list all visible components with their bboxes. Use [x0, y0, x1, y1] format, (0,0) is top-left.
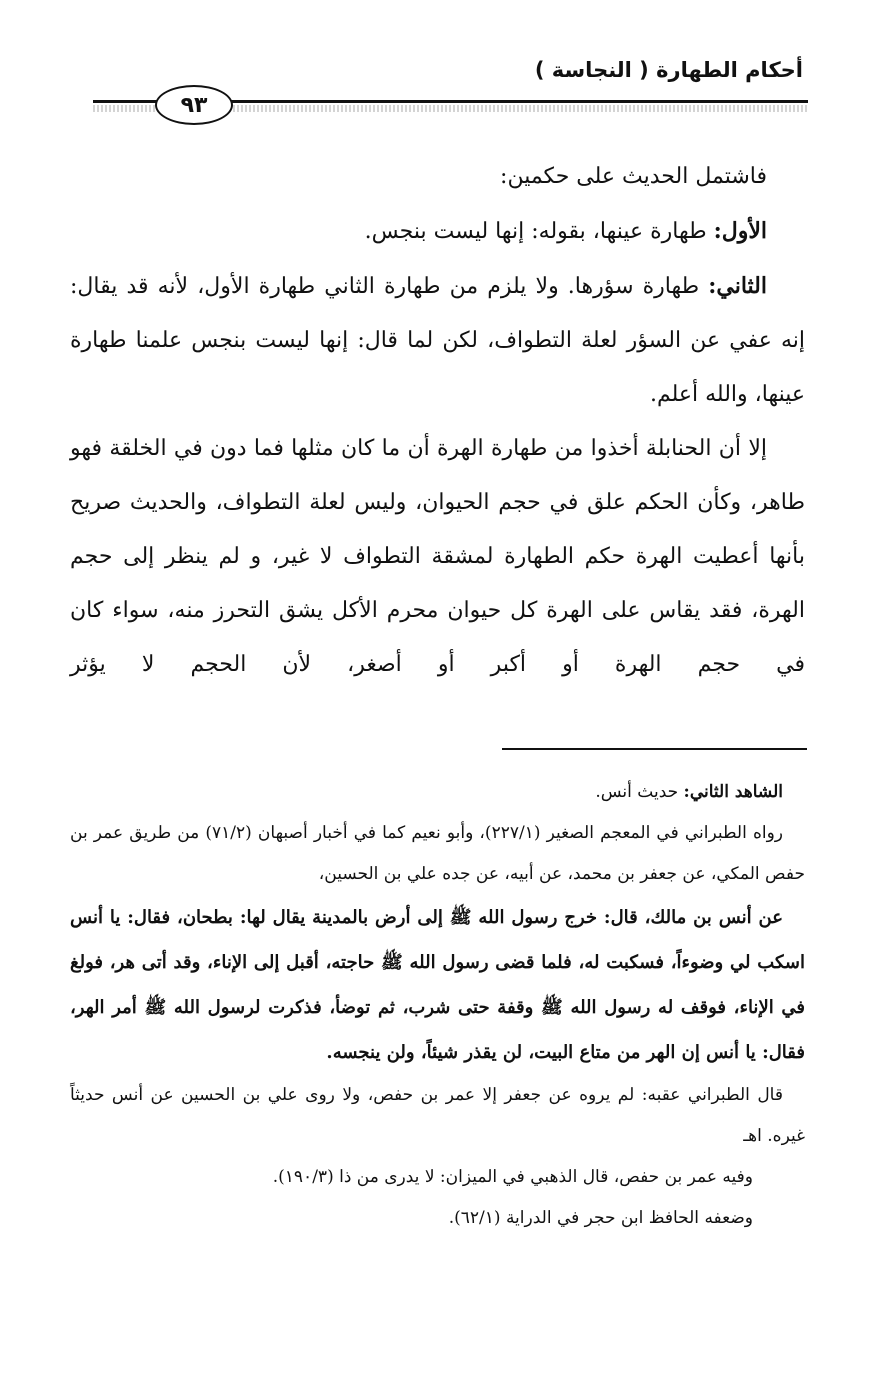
second-ruling-label: الثاني: [708, 273, 767, 299]
second-ruling-text: طهارة سؤرها. ولا يلزم من طهارة الثاني طهارة الأول، لأنه قد يقال: إنه عفي عن السؤر لعلة التطواف، لكن لما قال: إنها ليست بنجس علمنا طهارة عينها، والله أعلم. [70, 274, 805, 407]
footnote-hadith-text: عن أنس بن مالك، قال: خرج رسول الله ﷺ إلى أرض بالمدينة يقال لها: بطحان، فقال: يا أنس اسكب لي وضوءاً، فسكبت له، فلما قضى رسول الله ﷺ حاجته، أقبل إلى الإناء، وقد أتى هر، فولغ في الإناء، فوقف له رسول الله ﷺ وقفة حتى شرب، ثم توضأ، فذكرت لرسول الله ﷺ أمر الهر، فقال: يا أنس إن الهر من متاع البيت، لن يقذر شيئاً، ولن ينجسه. [70, 907, 805, 1063]
first-ruling-label: الأول: [713, 218, 767, 244]
footnote-tabarani-comment: قال الطبراني عقبه: لم يروه عن جعفر إلا عمر بن حفص، ولا روى علي بن الحسين عن أنس حديثاً غيره. اهـ [70, 1085, 805, 1146]
footnote-witness [70, 772, 805, 813]
footnote-source: رواه الطبراني في المعجم الصغير (٢٢٧/١)، وأبو نعيم كما في أخبار أصبهان (٧١/٢) من طريق عمر بن حفص المكي، عن جعفر بن محمد، عن أبيه، عن جده علي بن الحسين، [70, 823, 805, 884]
paragraph-hanabila: إلا أن الحنابلة أخذوا من طهارة الهرة أن ما كان مثلها فما دون في الخلقة فهو طاهر، وكأن الحكم علق في حجم الحيوان، وليس لعلة التطواف، والحديث صريح بأنها أعطيت الهرة حكم الطهارة لمشقة التطواف لا غير، و لم ينظر إلى حجم الهرة، فقد يقاس على الهرة كل حيوان محرم الأكل يشق التحرز منه، سواء كان في حجم الهرة أو أكبر أو أصغر، لأن الحجم لا يؤثر [70, 436, 805, 677]
footnote-witness-text: حديث أنس. [595, 782, 684, 802]
footnote-ibn-hajar: وضعفه الحافظ ابن حجر في الدراية (٦٢/١). [448, 1208, 753, 1228]
paragraph-second-ruling [70, 259, 805, 422]
footnotes [70, 772, 805, 1239]
paragraph-first-ruling [70, 204, 805, 259]
first-ruling-text: طهارة عينها، بقوله: إنها ليست بنجس. [364, 219, 714, 244]
footnote-dhahabi: وفيه عمر بن حفص، قال الذهبي في الميزان: لا يدرى من ذا (١٩٠/٣). [272, 1167, 753, 1187]
footnote-separator [502, 748, 807, 750]
running-header-title: أحكام الطهارة ( النجاسة ) [534, 58, 803, 82]
paragraph-intro: فاشتمل الحديث على حكمين: [500, 164, 767, 189]
main-text [70, 150, 805, 692]
footnote-witness-label: الشاهد الثاني: [683, 782, 783, 802]
page-number [155, 85, 233, 125]
page-number-text: ٩٣ [180, 92, 208, 118]
